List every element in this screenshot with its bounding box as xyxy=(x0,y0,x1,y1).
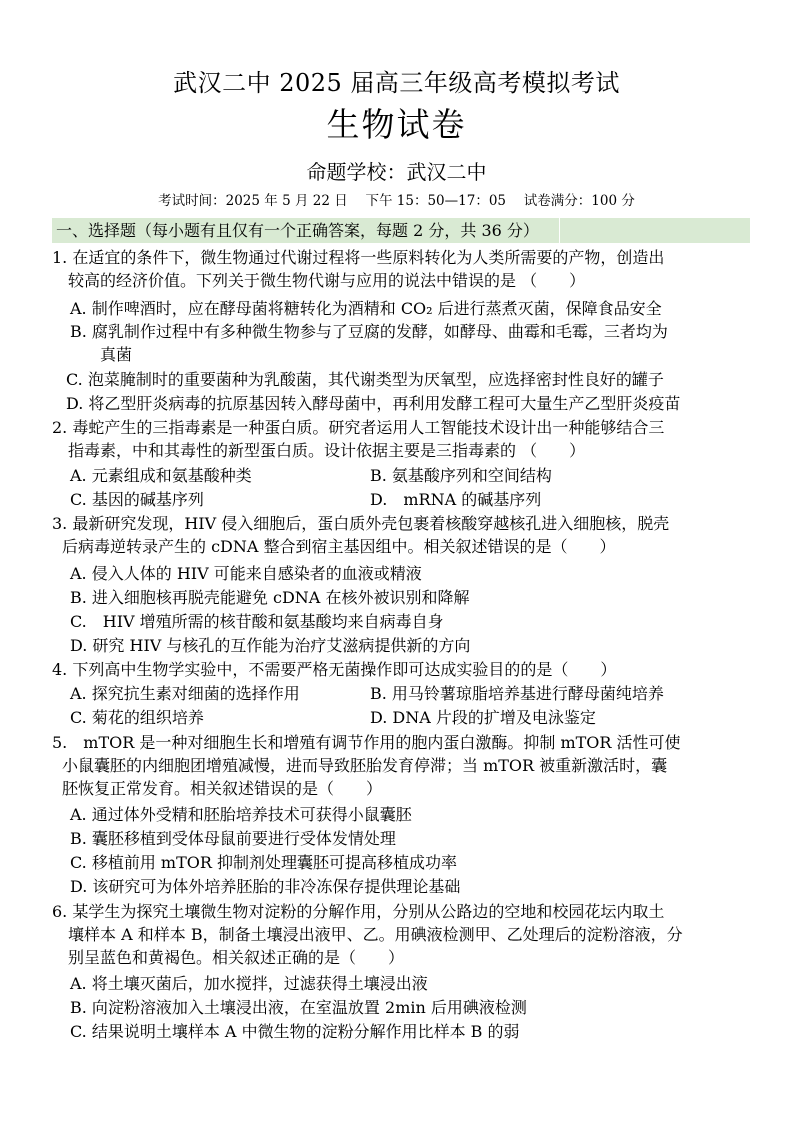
question-1-stem xyxy=(52,246,750,292)
question-1-line-1: 1. 在适宜的条件下，微生物通过代谢过程将一些原料转化为人类所需要的产物，创造出 xyxy=(52,248,665,267)
subject-title: 生物试卷 xyxy=(326,105,467,144)
question-1-option-a: A. 制作啤酒时，应在酵母菌将糖转化为酒精和 CO₂ 后进行蒸煮灭菌，保障食品安全 xyxy=(70,299,662,318)
question-1-option-d: D. 将乙型肝炎病毒的抗原基因转入酵母菌中，再利用发酵工程可大量生产乙型肝炎疫苗 xyxy=(66,394,681,413)
question-6-option-c: C. 结果说明土壤样本 A 中微生物的淀粉分解作用比样本 B 的弱 xyxy=(70,1022,520,1041)
exam-info: 考试时间：2025 年 5 月 22 日 下午 15：50—17：05 试卷满分：100 分 xyxy=(158,193,635,209)
question-3-option-b: B. 进入细胞核再脱壳能避免 cDNA 在核外被识别和降解 xyxy=(70,588,470,607)
school-line: 命题学校：武汉二中 xyxy=(306,160,487,184)
question-2-option-a: A. 元素组成和氨基酸种类 xyxy=(70,466,252,485)
question-2-option-b: B. 氨基酸序列和空间结构 xyxy=(370,466,552,485)
question-4-stem xyxy=(52,658,750,681)
question-2-line-2: 指毒素，中和其毒性的新型蛋白质。设计依据主要是三指毒素的 （ ） xyxy=(68,441,586,460)
question-1-option-b xyxy=(70,320,750,366)
question-5-option-d: D. 该研究可为体外培养胚胎的非冷冻保存提供理论基础 xyxy=(70,877,461,896)
question-2-option-d: D. mRNA 的碱基序列 xyxy=(370,490,542,509)
question-3-option-c: C. HIV 增殖所需的核苷酸和氨基酸均来自病毒自身 xyxy=(70,612,444,631)
question-1-option-b-line-1: B. 腐乳制作过程中有多种微生物参与了豆腐的发酵，如酵母、曲霉和毛霉，三者均为 xyxy=(70,322,668,341)
question-1-line-2: 较高的经济价值。下列关于微生物代谢与应用的说法中错误的是 （ ） xyxy=(68,271,586,290)
question-4-option-d: D. DNA 片段的扩增及电泳鉴定 xyxy=(370,708,596,727)
question-5-line-2: 小鼠囊胚的内细胞团增殖减慢，进而导致胚胎发育停滞；当 mTOR 被重新激活时，囊 xyxy=(62,756,668,775)
question-4-option-a: A. 探究抗生素对细菌的选择作用 xyxy=(70,684,300,703)
question-3-line-1: 3. 最新研究发现，HIV 侵入细胞后，蛋白质外壳包裹着核酸穿越核孔进入细胞核，脱壳 xyxy=(52,514,670,533)
question-6-stem xyxy=(52,900,750,969)
question-1-option-c: C. 泡菜腌制时的重要菌种为乳酸菌，其代谢类型为厌氧型，应选择密封性良好的罐子 xyxy=(66,370,664,389)
question-3-option-a: A. 侵入人体的 HIV 可能来自感染者的血液或精液 xyxy=(70,564,422,583)
question-6-line-1: 6. 某学生为探究土壤微生物对淀粉的分解作用，分别从公路边的空地和校园花坛内取土 xyxy=(52,902,665,921)
question-5-option-b: B. 囊胚移植到受体母鼠前要进行受体发情处理 xyxy=(70,829,396,848)
exam-title: 武汉二中 2025 届高三年级高考模拟考试 xyxy=(173,69,620,97)
section-divider xyxy=(559,218,560,243)
question-2-line-1: 2. 毒蛇产生的三指毒素是一种蛋白质。研究者运用人工智能技术设计出一种能够结合三 xyxy=(52,418,665,437)
question-5-option-a: A. 通过体外受精和胚胎培养技术可获得小鼠囊胚 xyxy=(70,805,412,824)
question-6-option-b: B. 向淀粉溶液加入土壤浸出液，在室温放置 2min 后用碘液检测 xyxy=(70,998,527,1017)
question-6-line-2: 壤样本 A 和样本 B，制备土壤浸出液甲、乙。用碘液检测甲、乙处理后的淀粉溶液，分 xyxy=(68,925,683,944)
question-6-option-a: A. 将土壤灭菌后，加水搅拌，过滤获得土壤浸出液 xyxy=(70,974,428,993)
question-4-option-b: B. 用马铃薯琼脂培养基进行酵母菌纯培养 xyxy=(370,684,664,703)
question-3-stem xyxy=(52,512,750,558)
question-3-line-2: 后病毒逆转录产生的 cDNA 整合到宿主基因组中。相关叙述错误的是（ ） xyxy=(62,537,616,556)
question-4-option-c: C. 菊花的组织培养 xyxy=(70,708,204,727)
question-4-line-1: 4. 下列高中生物学实验中，不需要严格无菌操作即可达成实验目的的是（ ） xyxy=(52,660,617,679)
question-2-option-c: C. 基因的碱基序列 xyxy=(70,490,204,509)
question-5-option-c: C. 移植前用 mTOR 抑制剂处理囊胚可提高移植成功率 xyxy=(70,853,458,872)
question-5-stem xyxy=(52,731,750,800)
section-header-choice xyxy=(52,218,750,243)
question-1-option-b-line-2: 真菌 xyxy=(100,345,133,364)
question-5-line-3: 胚恢复正常发育。相关叙述错误的是（ ） xyxy=(62,779,383,798)
question-3-option-d: D. 研究 HIV 与核孔的互作能为治疗艾滋病提供新的方向 xyxy=(70,636,471,655)
question-6-line-3: 别呈蓝色和黄褐色。相关叙述正确的是（ ） xyxy=(68,948,405,967)
question-5-line-1: 5. mTOR 是一种对细胞生长和增殖有调节作用的胞内蛋白激酶。抑制 mTOR 活性可使 xyxy=(52,733,681,752)
section-title: 一、选择题（每小题有且仅有一个正确答案，每题 2 分，共 36 分） xyxy=(56,221,539,240)
question-2-stem xyxy=(52,416,750,462)
